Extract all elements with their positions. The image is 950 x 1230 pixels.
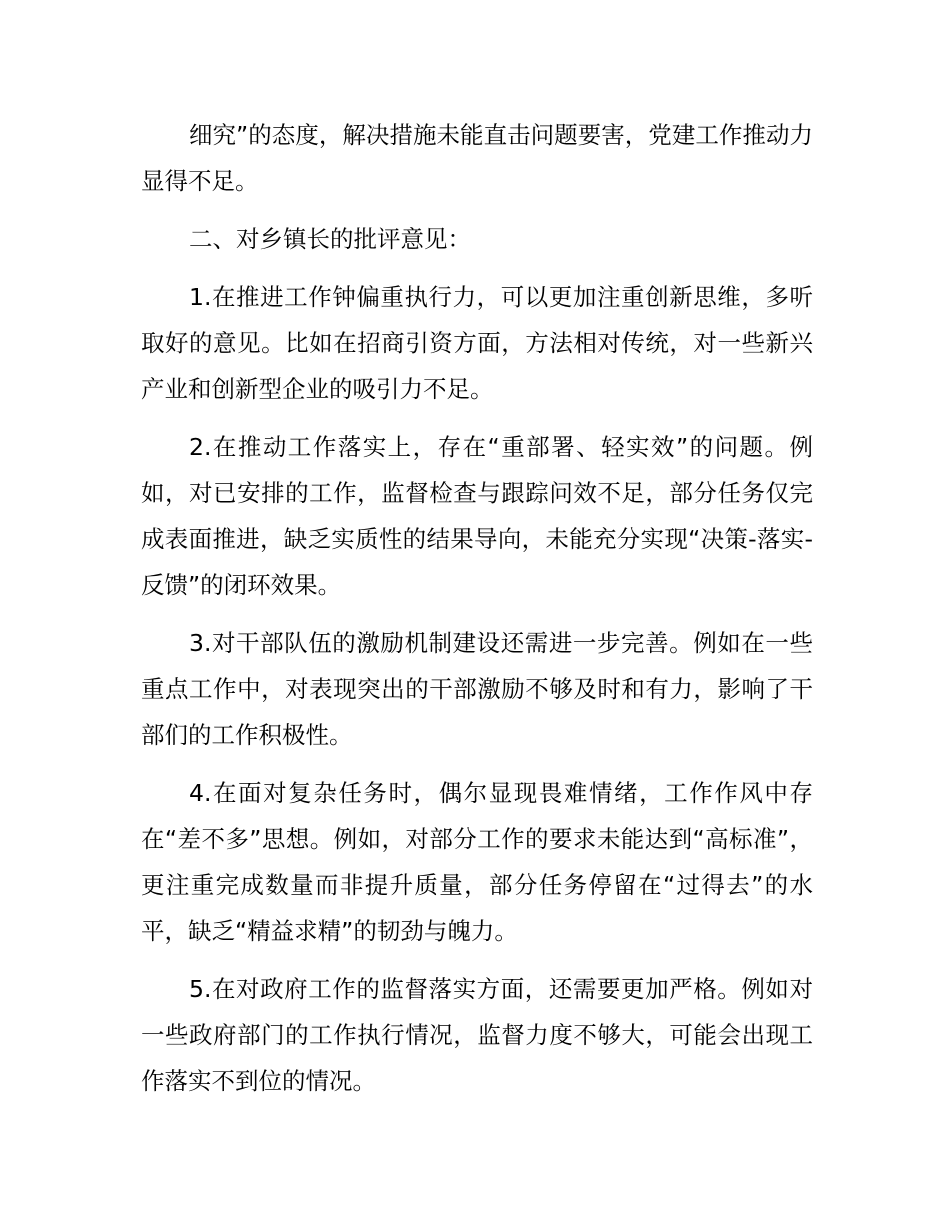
continuation-paragraph: 细究”的态度，解决措施未能直击问题要害，党建工作推动力显得不足。 [141,121,813,195]
criticism-item-3: 3.对干部队伍的激励机制建设还需进一步完善。例如在一些重点工作中，对表现突出的干部激励不够及时和有力，影响了干部们的工作积极性。 [141,629,813,749]
section-heading: 二、对乡镇长的批评意见： [189,225,471,253]
document-page [141,112,813,1116]
criticism-item-1: 1.在推进工作钟偏重执行力，可以更加注重创新思维，多听取好的意见。比如在招商引资方面，方法相对传统，对一些新兴产业和创新型企业的吸引力不足。 [141,283,813,403]
criticism-item-4: 4.在面对复杂任务时，偶尔显现畏难情绪，工作作风中存在“差不多”思想。例如，对部分工作的要求未能达到“高标准”，更注重完成数量而非提升质量，部分任务停留在“过得去”的水平，缺乏“精益求精”的韧劲与魄力。 [141,779,813,945]
criticism-item-5: 5.在对政府工作的监督落实方面，还需要更加严格。例如对一些政府部门的工作执行情况，监督力度不够大，可能会出现工作落实不到位的情况。 [141,975,813,1095]
criticism-item-2: 2.在推动工作落实上，存在“重部署、轻实效”的问题。例如，对已安排的工作，监督检查与跟踪问效不足，部分任务仅完成表面推进，缺乏实质性的结果导向，未能充分实现“决策-落实-反馈”的闭环效果。 [141,433,813,599]
